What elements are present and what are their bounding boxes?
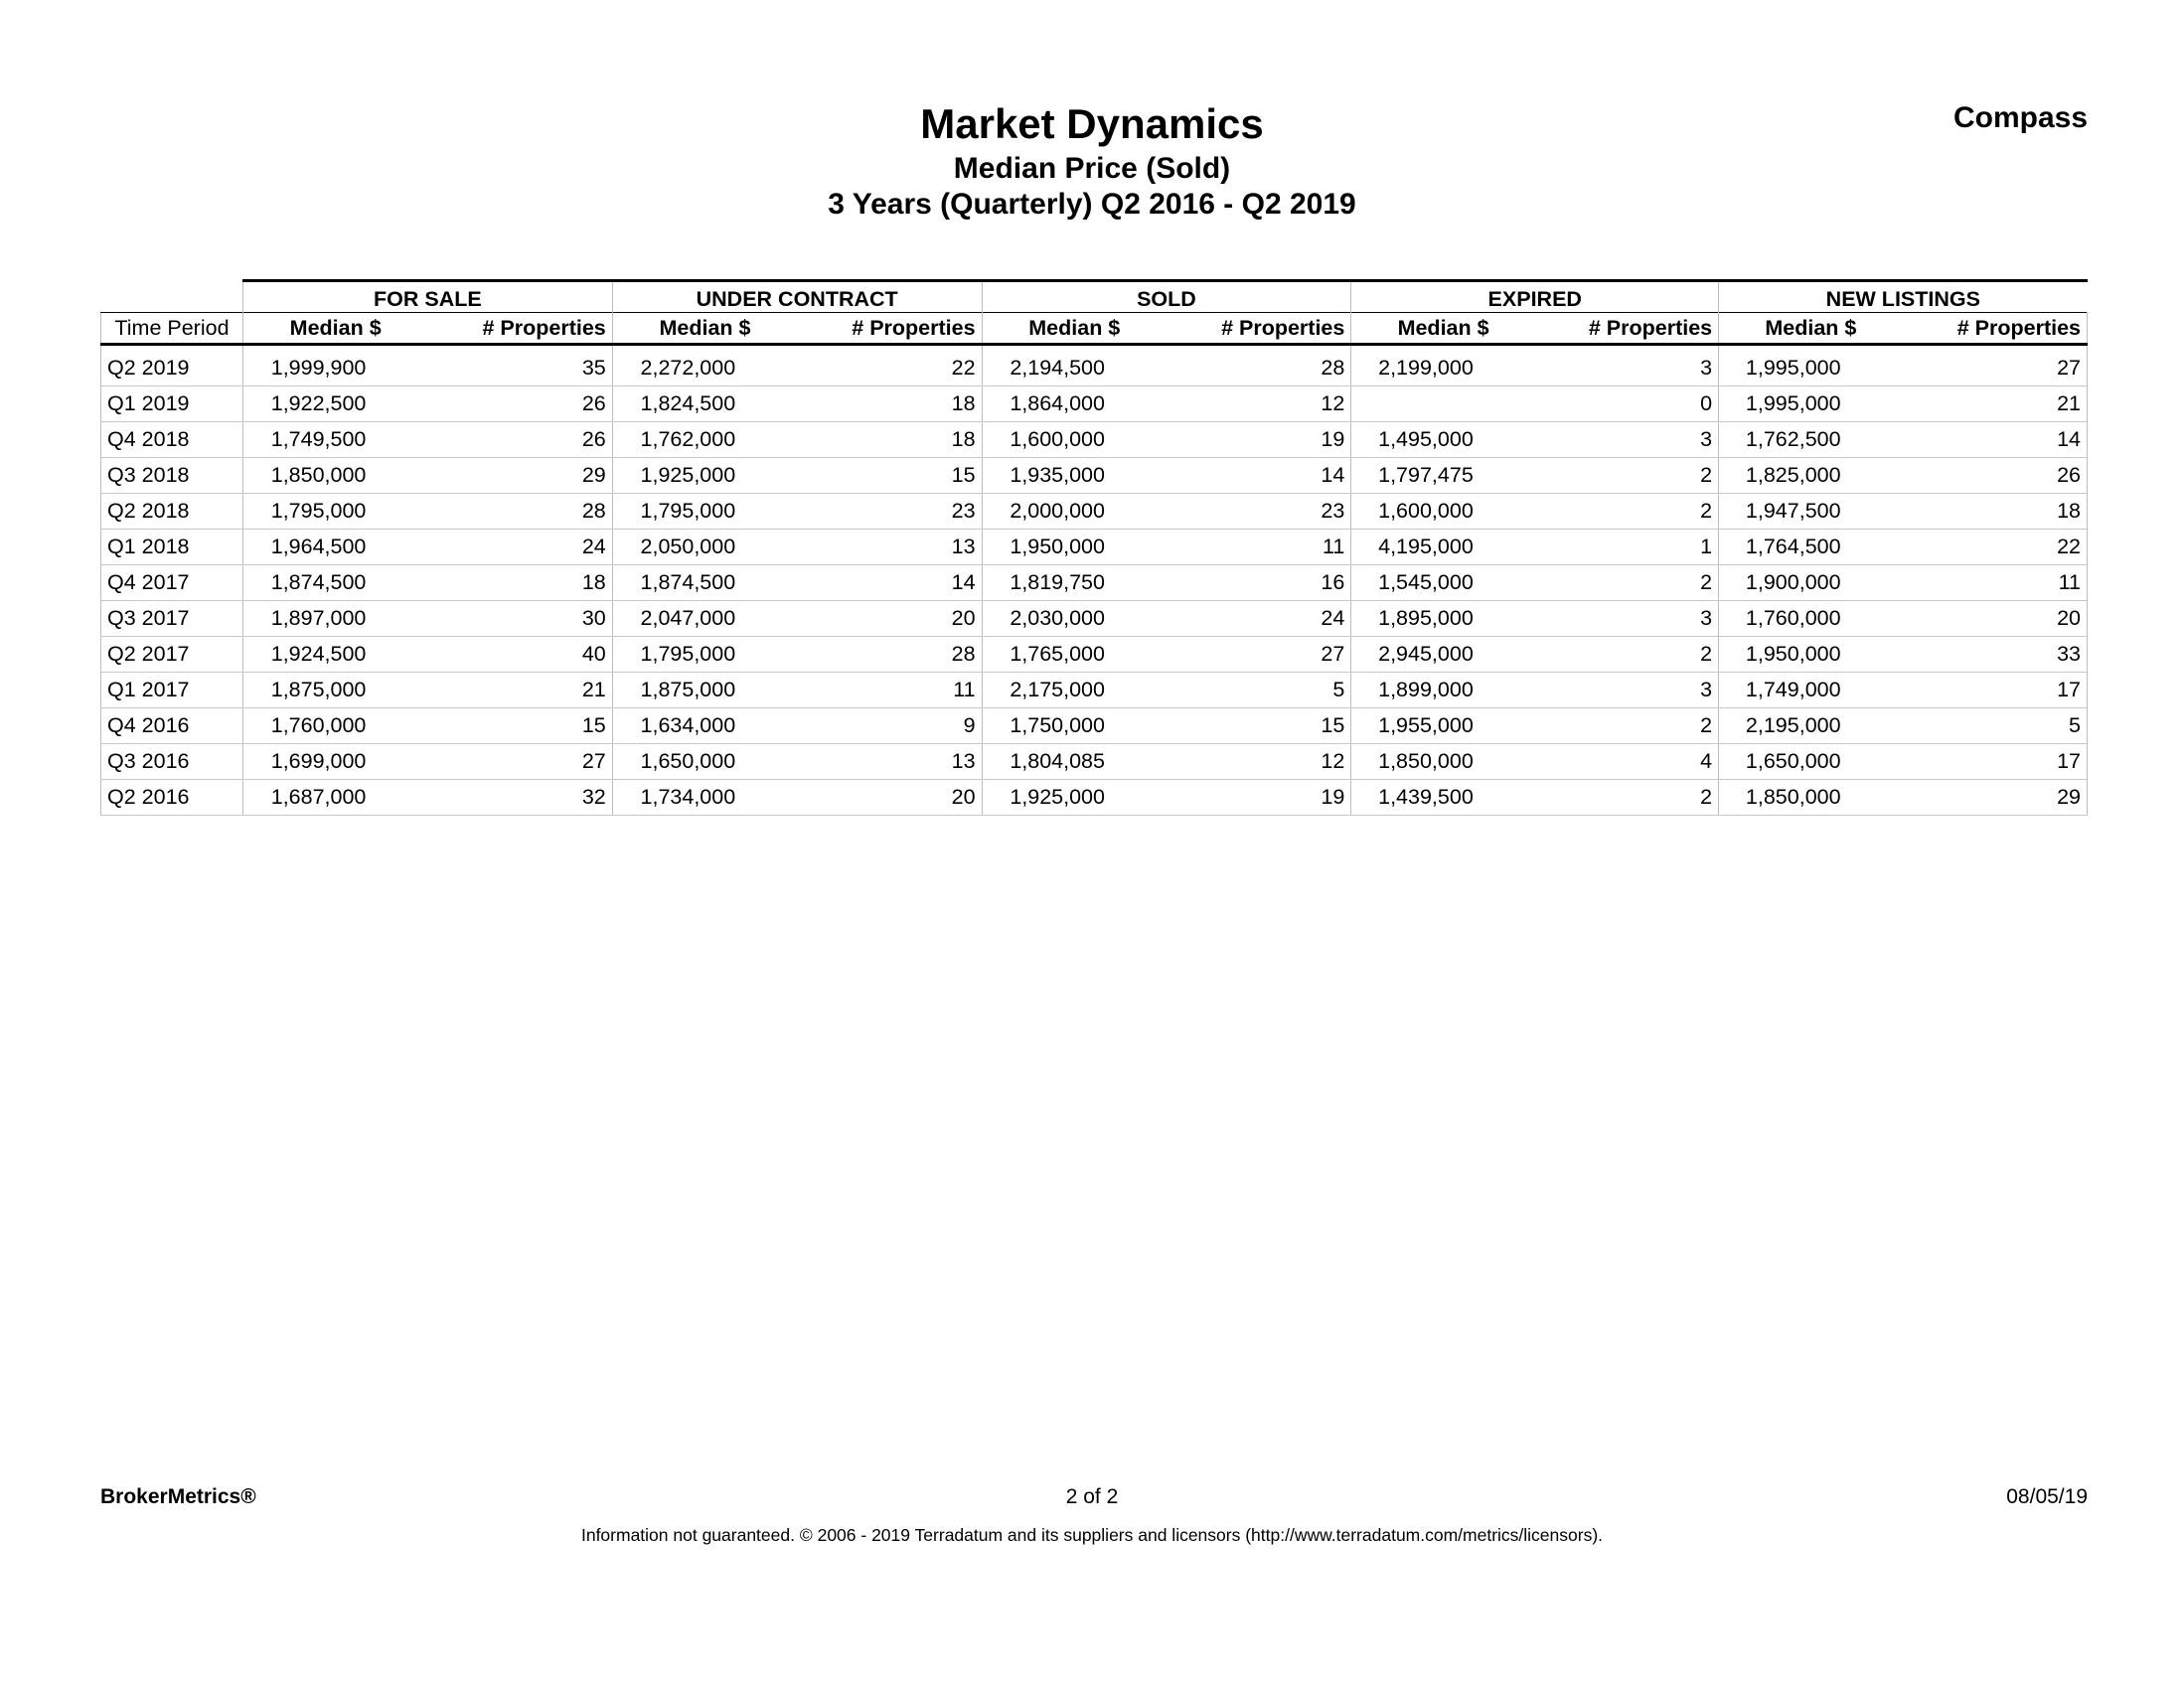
median-price-cell: 1,650,000 [612,744,797,780]
property-count-cell: 23 [797,494,982,530]
property-count-cell: 2 [1535,637,1719,673]
time-period-cell: Q3 2018 [101,458,243,494]
median-price-cell: 1,687,000 [242,780,427,816]
median-price-cell: 1,804,085 [982,744,1167,780]
median-price-cell: 4,195,000 [1351,530,1535,565]
property-count-cell: 16 [1167,565,1351,601]
median-price-cell: 1,899,000 [1351,673,1535,708]
group-header-blank [101,281,243,313]
table-row [101,494,2088,530]
property-count-cell: 24 [1167,601,1351,637]
property-count-cell: 20 [1903,601,2088,637]
property-count-cell: 19 [1167,780,1351,816]
property-count-cell: 18 [427,565,612,601]
property-count-cell: 21 [427,673,612,708]
median-price-cell: 2,945,000 [1351,637,1535,673]
property-count-cell: 9 [797,708,982,744]
table-row [101,422,2088,458]
table-row [101,780,2088,816]
property-count-cell: 21 [1903,386,2088,422]
median-price-cell: 1,650,000 [1719,744,1903,780]
time-period-cell: Q3 2017 [101,601,243,637]
time-period-cell: Q4 2016 [101,708,243,744]
median-price-cell: 1,797,475 [1351,458,1535,494]
report-subtitle: Median Price (Sold) [953,152,1231,185]
footer-date: 08/05/19 [2006,1485,2088,1508]
table-row [101,386,2088,422]
time-period-cell: Q4 2017 [101,565,243,601]
property-count-cell: 28 [1167,351,1351,386]
time-period-cell: Q1 2017 [101,673,243,708]
table-row [101,458,2088,494]
median-price-cell: 2,199,000 [1351,351,1535,386]
property-count-cell: 2 [1535,780,1719,816]
property-count-cell: 29 [427,458,612,494]
property-count-cell: 5 [1903,708,2088,744]
median-price-cell: 1,600,000 [1351,494,1535,530]
median-price-cell: 2,047,000 [612,601,797,637]
property-count-cell: 40 [427,637,612,673]
median-price-cell: 1,819,750 [982,565,1167,601]
property-count-cell: 18 [797,386,982,422]
median-price-cell: 1,699,000 [242,744,427,780]
median-price-cell: 1,955,000 [1351,708,1535,744]
group-header-for-sale: FOR SALE [242,281,612,313]
property-count-cell: 23 [1167,494,1351,530]
property-count-cell: 20 [797,780,982,816]
property-count-cell: 22 [797,351,982,386]
property-count-cell: 17 [1903,673,2088,708]
median-price-cell: 1,850,000 [1719,780,1903,816]
property-count-cell: 3 [1535,601,1719,637]
property-count-cell: 27 [427,744,612,780]
median-price-cell: 1,824,500 [612,386,797,422]
report-header [0,97,2184,223]
median-price-cell: 1,734,000 [612,780,797,816]
property-count-cell: 4 [1535,744,1719,780]
property-count-cell: 3 [1535,673,1719,708]
property-count-cell: 18 [797,422,982,458]
properties-header: # Properties [1167,313,1351,345]
property-count-cell: 11 [1167,530,1351,565]
group-header-sold: SOLD [982,281,1351,313]
property-count-cell: 12 [1167,386,1351,422]
property-count-cell: 15 [797,458,982,494]
property-count-cell: 2 [1535,708,1719,744]
property-count-cell: 2 [1535,565,1719,601]
median-header: Median $ [982,313,1167,345]
property-count-cell: 29 [1903,780,2088,816]
column-header-row [101,313,2088,345]
median-price-cell: 1,545,000 [1351,565,1535,601]
median-price-cell: 1,995,000 [1719,351,1903,386]
median-price-cell: 1,850,000 [1351,744,1535,780]
median-price-cell: 1,795,000 [242,494,427,530]
median-price-cell: 1,764,500 [1719,530,1903,565]
property-count-cell: 14 [1903,422,2088,458]
median-price-cell: 1,875,000 [612,673,797,708]
median-price-cell: 1,760,000 [1719,601,1903,637]
median-price-cell: 1,750,000 [982,708,1167,744]
time-period-cell: Q2 2019 [101,351,243,386]
property-count-cell: 11 [1903,565,2088,601]
median-price-cell: 1,439,500 [1351,780,1535,816]
median-price-cell: 2,195,000 [1719,708,1903,744]
property-count-cell: 27 [1167,637,1351,673]
group-header-new-listings: NEW LISTINGS [1719,281,2088,313]
time-period-cell: Q4 2018 [101,422,243,458]
median-price-cell: 1,495,000 [1351,422,1535,458]
time-period-cell: Q2 2016 [101,780,243,816]
median-price-cell: 2,030,000 [982,601,1167,637]
median-header: Median $ [1719,313,1903,345]
table-row [101,744,2088,780]
median-price-cell: 1,935,000 [982,458,1167,494]
property-count-cell: 15 [427,708,612,744]
median-price-cell: 1,762,000 [612,422,797,458]
median-price-cell: 2,000,000 [982,494,1167,530]
property-count-cell: 28 [797,637,982,673]
property-count-cell: 19 [1167,422,1351,458]
properties-header: # Properties [1535,313,1719,345]
report-title: Market Dynamics [920,100,1264,147]
median-price-cell: 1,900,000 [1719,565,1903,601]
brand-name: Compass [1952,101,2088,134]
median-price-cell: 1,897,000 [242,601,427,637]
median-price-cell: 2,050,000 [612,530,797,565]
table-row [101,601,2088,637]
median-price-cell: 1,762,500 [1719,422,1903,458]
group-header-expired: EXPIRED [1351,281,1719,313]
median-price-cell: 2,175,000 [982,673,1167,708]
property-count-cell: 20 [797,601,982,637]
property-count-cell: 32 [427,780,612,816]
property-count-cell: 2 [1535,494,1719,530]
median-price-cell: 1,825,000 [1719,458,1903,494]
time-period-cell: Q1 2018 [101,530,243,565]
property-count-cell: 26 [427,386,612,422]
median-price-cell: 1,874,500 [612,565,797,601]
median-header: Median $ [612,313,797,345]
property-count-cell: 26 [1903,458,2088,494]
time-period-cell: Q3 2016 [101,744,243,780]
property-count-cell: 3 [1535,422,1719,458]
table-row [101,351,2088,386]
median-price-cell: 1,895,000 [1351,601,1535,637]
properties-header: # Properties [1903,313,2088,345]
property-count-cell: 5 [1167,673,1351,708]
median-price-cell: 1,749,000 [1719,673,1903,708]
time-period-cell: Q1 2019 [101,386,243,422]
table-row [101,565,2088,601]
group-header-under-contract: UNDER CONTRACT [612,281,982,313]
property-count-cell: 0 [1535,386,1719,422]
property-count-cell: 22 [1903,530,2088,565]
property-count-cell: 14 [1167,458,1351,494]
median-price-cell: 1,864,000 [982,386,1167,422]
property-count-cell: 27 [1903,351,2088,386]
median-price-cell: 1,634,000 [612,708,797,744]
property-count-cell: 13 [797,744,982,780]
table-row [101,673,2088,708]
property-count-cell: 3 [1535,351,1719,386]
table-row [101,530,2088,565]
table-row [101,637,2088,673]
property-count-cell: 17 [1903,744,2088,780]
median-price-cell [1351,386,1535,422]
group-header-row [101,281,2088,313]
median-price-cell: 1,964,500 [242,530,427,565]
property-count-cell: 13 [797,530,982,565]
median-price-cell: 1,924,500 [242,637,427,673]
median-price-cell: 1,999,900 [242,351,427,386]
property-count-cell: 1 [1535,530,1719,565]
median-price-cell: 1,947,500 [1719,494,1903,530]
median-price-cell: 1,850,000 [242,458,427,494]
properties-header: # Properties [427,313,612,345]
footer-product-name: BrokerMetrics® [100,1485,256,1508]
median-price-cell: 2,194,500 [982,351,1167,386]
property-count-cell: 33 [1903,637,2088,673]
median-price-cell: 1,600,000 [982,422,1167,458]
property-count-cell: 11 [797,673,982,708]
property-count-cell: 28 [427,494,612,530]
median-price-cell: 1,795,000 [612,494,797,530]
property-count-cell: 14 [797,565,982,601]
property-count-cell: 24 [427,530,612,565]
median-price-cell: 1,950,000 [1719,637,1903,673]
median-price-cell: 1,995,000 [1719,386,1903,422]
median-price-cell: 1,765,000 [982,637,1167,673]
median-price-cell: 1,925,000 [612,458,797,494]
footer-page-number: 2 of 2 [1065,1485,1119,1508]
property-count-cell: 2 [1535,458,1719,494]
table-row [101,708,2088,744]
report-date-range: 3 Years (Quarterly) Q2 2016 - Q2 2019 [828,188,1356,221]
median-price-cell: 1,875,000 [242,673,427,708]
property-count-cell: 12 [1167,744,1351,780]
median-price-cell: 1,922,500 [242,386,427,422]
properties-header: # Properties [797,313,982,345]
market-dynamics-table [100,279,2088,816]
table-body [101,345,2088,816]
property-count-cell: 35 [427,351,612,386]
median-price-cell: 1,925,000 [982,780,1167,816]
median-price-cell: 1,795,000 [612,637,797,673]
time-period-header: Time Period [101,313,243,345]
median-price-cell: 2,272,000 [612,351,797,386]
median-price-cell: 1,950,000 [982,530,1167,565]
median-price-cell: 1,874,500 [242,565,427,601]
footer-disclaimer: Information not guaranteed. © 2006 - 2019 Terradatum and its suppliers and licensors (http://www.terradatum.com/metrics/licensors). [580,1525,1604,1545]
property-count-cell: 18 [1903,494,2088,530]
property-count-cell: 30 [427,601,612,637]
property-count-cell: 15 [1167,708,1351,744]
median-header: Median $ [1351,313,1535,345]
median-price-cell: 1,749,500 [242,422,427,458]
time-period-cell: Q2 2017 [101,637,243,673]
median-price-cell: 1,760,000 [242,708,427,744]
property-count-cell: 26 [427,422,612,458]
median-header: Median $ [242,313,427,345]
time-period-cell: Q2 2018 [101,494,243,530]
